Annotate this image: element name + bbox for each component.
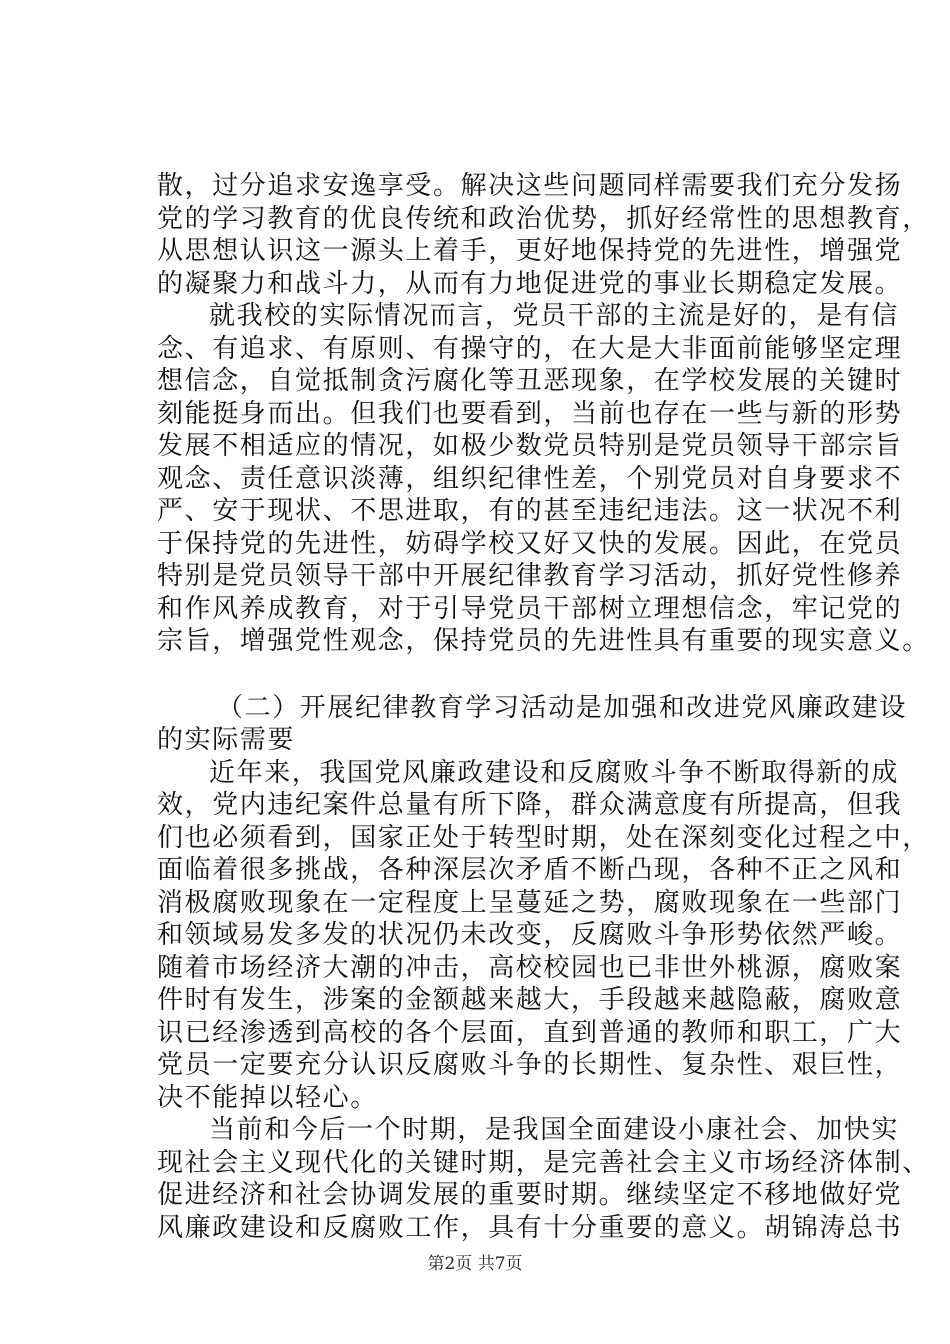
- heading-line: （二）开展纪律教育学习活动是加强和改进党风廉政建设: [217, 692, 908, 723]
- page-footer: [0, 1253, 950, 1275]
- text-line: 就我校的实际情况而言，党员干部的主流是好的，是有信: [209, 301, 900, 331]
- text-line: 的凝聚力和战斗力，从而有力地促进党的事业长期稳定发展。: [157, 268, 903, 299]
- text-line: 和作风养成教育，对于引导党员干部树立理想信念，牢记党的: [157, 593, 903, 624]
- text-line: 风廉政建设和反腐败工作，具有十分重要的意义。胡锦涛总书: [157, 1212, 903, 1243]
- paragraph-current-period: [157, 1114, 930, 1244]
- text-line: 特别是党员领导干部中开展纪律教育学习活动，抓好党性修养: [157, 561, 903, 591]
- text-line: 决不能掉以轻心。: [157, 1082, 378, 1113]
- text-line: 和领域易发多发的状况仍未改变，反腐败斗争形势依然严峻。: [157, 920, 903, 950]
- text-line: 件时有发生，涉案的金额越来越大，手段越来越隐蔽，腐败意: [157, 985, 903, 1015]
- text-line: 现社会主义现代化的关键时期，是完善社会主义市场经济体制、: [157, 1147, 930, 1178]
- text-line: 发展不相适应的情况，如极少数党员特别是党员领导干部宗旨: [157, 431, 903, 461]
- text-line: 严、安于现状、不思进取，有的甚至违纪违法。这一状况不利: [157, 496, 903, 526]
- section-heading: [157, 692, 908, 757]
- document-body: [157, 170, 930, 1244]
- text-line: 宗旨，增强党性观念，保持党员的先进性具有重要的现实意义。: [157, 626, 930, 656]
- page-indicator: 第2页 共7页: [427, 1254, 523, 1274]
- paragraph-school-situation: [157, 300, 930, 658]
- text-line: 观念、责任意识淡薄，组织纪律性差，个别党员对自身要求不: [157, 463, 903, 494]
- text-line: 从思想认识这一源头上着手，更好地保持党的先进性，增强党: [157, 236, 903, 266]
- text-line: 效，党内违纪案件总量有所下降，群众满意度有所提高，但我: [157, 790, 903, 820]
- text-line: 们也必须看到，国家正处于转型时期，处在深刻变化过程之中，: [157, 822, 930, 853]
- text-line: 促进经济和社会协调发展的重要时期。继续坚定不移地做好党: [157, 1180, 903, 1210]
- paragraph-continuation: [157, 170, 930, 300]
- text-line: 刻能挺身而出。但我们也要看到，当前也存在一些与新的形势: [157, 398, 903, 429]
- text-line: 识已经渗透到高校的各个层面，直到普通的教师和职工，广大: [157, 1017, 903, 1048]
- text-line: 党的学习教育的优良传统和政治优势，抓好经常性的思想教育，: [157, 203, 930, 234]
- text-line: 近年来，我国党风廉政建设和反腐败斗争不断取得新的成: [209, 757, 900, 788]
- text-line: 消极腐败现象在一定程度上呈蔓延之势，腐败现象在一些部门: [157, 887, 903, 918]
- text-line: 当前和今后一个时期，是我国全面建设小康社会、加快实: [209, 1115, 900, 1145]
- text-line: 随着市场经济大潮的冲击，高校校园也已非世外桃源，腐败案: [157, 952, 903, 983]
- paragraph-recent-years: [157, 757, 930, 1115]
- text-line: 面临着很多挑战，各种深层次矛盾不断凸现，各种不正之风和: [157, 855, 903, 885]
- paragraph-gap: [157, 658, 857, 692]
- text-line: 党员一定要充分认识反腐败斗争的长期性、复杂性、艰巨性，: [157, 1050, 903, 1080]
- heading-line: 的实际需要: [157, 725, 296, 755]
- text-line: 想信念，自觉抵制贪污腐化等丑恶现象，在学校发展的关键时: [157, 366, 903, 396]
- text-line: 于保持党的先进性，妨碍学校又好又快的发展。因此，在党员: [157, 528, 903, 559]
- text-line: 散，过分追求安逸享受。解决这些问题同样需要我们充分发扬: [157, 171, 903, 201]
- text-line: 念、有追求、有原则、有操守的，在大是大非面前能够坚定理: [157, 333, 903, 364]
